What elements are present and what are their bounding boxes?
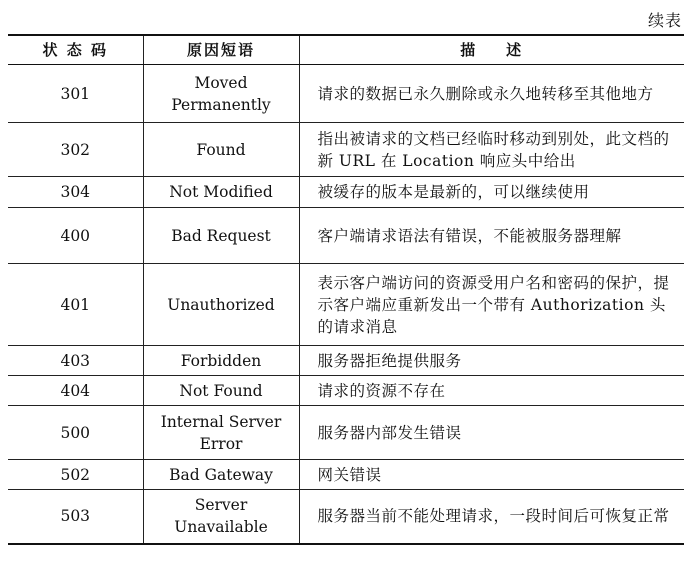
table-row: [8, 346, 684, 376]
reason-phrase-cell: Bad Request: [143, 208, 299, 264]
description-cell: 被缓存的版本是最新的，可以继续使用: [299, 177, 684, 208]
header-status-code: 状 态 码: [8, 35, 143, 65]
description-cell: 服务器当前不能处理请求，一段时间后可恢复正常: [299, 490, 684, 544]
status-code-cell: 502: [8, 460, 143, 490]
description-cell: 请求的数据已永久删除或永久地转移至其他地方: [299, 65, 684, 123]
header-reason-phrase: 原因短语: [143, 35, 299, 65]
reason-phrase-cell: Not Modified: [143, 177, 299, 208]
table-row: [8, 376, 684, 406]
status-code-cell: 400: [8, 208, 143, 264]
status-code-cell: 304: [8, 177, 143, 208]
table-row: [8, 65, 684, 123]
table-row: [8, 490, 684, 544]
table-row: [8, 177, 684, 208]
reason-phrase-cell: Found: [143, 123, 299, 177]
status-code-cell: 301: [8, 65, 143, 123]
status-code-cell: 503: [8, 490, 143, 544]
table-row: [8, 460, 684, 490]
reason-phrase-cell: Server Unavailable: [143, 490, 299, 544]
status-code-cell: 404: [8, 376, 143, 406]
status-code-cell: 500: [8, 406, 143, 460]
description-cell: 服务器拒绝提供服务: [299, 346, 684, 376]
description-cell: 表示客户端访问的资源受用户名和密码的保护，提示客户端应重新发出一个带有 Authorization 头的请求消息: [299, 264, 684, 346]
reason-phrase-cell: Forbidden: [143, 346, 299, 376]
description-cell: 网关错误: [299, 460, 684, 490]
description-cell: 客户端请求语法有错误，不能被服务器理解: [299, 208, 684, 264]
reason-phrase-cell: Bad Gateway: [143, 460, 299, 490]
reason-phrase-cell: Unauthorized: [143, 264, 299, 346]
description-cell: 服务器内部发生错误: [299, 406, 684, 460]
status-code-cell: 302: [8, 123, 143, 177]
table-row: [8, 264, 684, 346]
header-description: 描 述: [299, 35, 684, 65]
description-cell: 请求的资源不存在: [299, 376, 684, 406]
reason-phrase-cell: Internal Server Error: [143, 406, 299, 460]
table-header-row: [8, 35, 684, 65]
http-status-table: [8, 34, 684, 545]
status-code-cell: 401: [8, 264, 143, 346]
table-row: [8, 208, 684, 264]
table-row: [8, 406, 684, 460]
description-cell: 指出被请求的文档已经临时移动到别处，此文档的新 URL 在 Location 响应头中给出: [299, 123, 684, 177]
status-code-cell: 403: [8, 346, 143, 376]
reason-phrase-cell: Moved Permanently: [143, 65, 299, 123]
continued-label: 续表: [647, 11, 682, 30]
table-row: [8, 123, 684, 177]
reason-phrase-cell: Not Found: [143, 376, 299, 406]
